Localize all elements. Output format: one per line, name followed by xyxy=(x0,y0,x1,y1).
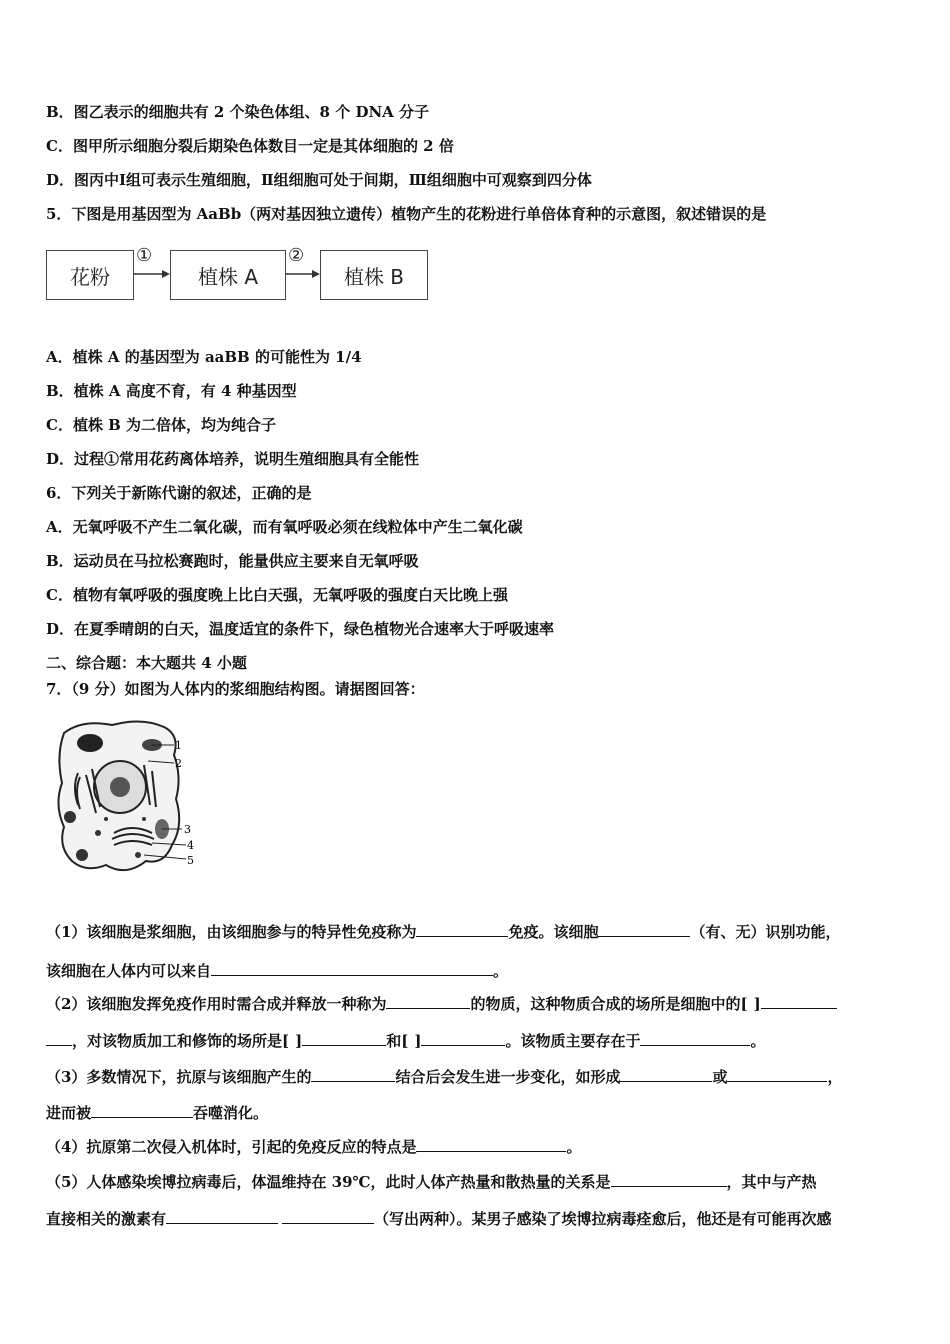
q7-p1-blank-3[interactable] xyxy=(211,959,493,976)
q7-p2-blank-5[interactable] xyxy=(640,1029,750,1046)
q7-p5-blank-1[interactable] xyxy=(611,1170,727,1187)
q7-p1-blank-2[interactable] xyxy=(598,920,690,937)
q7-p3-text-c: 或 xyxy=(712,1068,728,1086)
diagram-label-4: 4 xyxy=(187,839,194,852)
q7-part2-line1 xyxy=(46,992,837,1014)
flow-step-2-label: ② xyxy=(288,245,305,266)
q7-p2-text-b: 的物质，这种物质合成的场所是细胞中的[ xyxy=(470,995,748,1013)
diagram-label-5: 5 xyxy=(187,854,194,867)
q7-p5-blank-2[interactable] xyxy=(166,1207,278,1224)
q7-p1-text-c: （有、无）识别功能， xyxy=(690,923,841,941)
q5-option-d: D．过程①常用花药离体培养，说明生殖细胞具有全能性 xyxy=(46,450,420,468)
q7-p2-blank-2[interactable] xyxy=(761,992,837,1009)
q7-part3-line1 xyxy=(46,1065,843,1087)
q7-p5-text-a: （5）人体感染埃博拉病毒后，体温维持在 39℃，此时人体产热量和散热量的关系是 xyxy=(46,1173,611,1191)
q7-p2-text-d: ，对该物质加工和修饰的场所是[ xyxy=(72,1032,290,1050)
q7-part2-line2 xyxy=(46,1029,765,1051)
q7-p2-text-f: 和[ xyxy=(386,1032,409,1050)
flow-box-pollen: 花粉 xyxy=(46,250,134,300)
q7-p2-text-a: （2）该细胞发挥免疫作用时需合成并释放一种称为 xyxy=(46,995,387,1013)
plasma-cell-diagram xyxy=(52,715,202,885)
q7-stem: 7．（9 分）如图为人体内的浆细胞结构图。请据图回答： xyxy=(46,680,425,698)
q7-part5-line1 xyxy=(46,1170,817,1192)
q7-p2-blank-4[interactable] xyxy=(421,1029,505,1046)
q7-p3-blank-4[interactable] xyxy=(91,1101,193,1118)
q7-p1-text-e: 。 xyxy=(493,962,509,980)
q7-part5-line2 xyxy=(46,1207,832,1229)
q5-option-c: C．植株 B 为二倍体，均为纯合子 xyxy=(46,416,277,434)
q7-p2-blank-2-cont[interactable] xyxy=(46,1029,72,1046)
q7-p5-text-d: （写出两种）。某男子感染了埃博拉病毒痊愈后，他还是有可能再次感 xyxy=(374,1210,832,1228)
diagram-label-1: 1 xyxy=(175,739,182,752)
section-heading: 二、综合题：本大题共 4 小题 xyxy=(46,654,247,672)
q5-option-b: B．植株 A 高度不育，有 4 种基因型 xyxy=(46,382,297,400)
q7-p2-blank-3[interactable] xyxy=(302,1029,386,1046)
q7-p3-text-b: 结合后会发生进一步变化，如形成 xyxy=(395,1068,621,1086)
flow-box-plant-a: 植株 A xyxy=(170,250,286,300)
q6-option-a: A．无氧呼吸不产生二氧化碳，而有氧呼吸必须在线粒体中产生二氧化碳 xyxy=(46,518,523,536)
q7-p1-blank-1[interactable] xyxy=(416,920,508,937)
q5-stem: 5．下图是用基因型为 AaBb（两对基因独立遗传）植物产生的花粉进行单倍体育种的示意图，叙述错误的是 xyxy=(46,205,767,223)
flow-step-1-label: ① xyxy=(136,245,153,266)
q6-option-d: D．在夏季晴朗的白天，温度适宜的条件下，绿色植物光合速率大于呼吸速率 xyxy=(46,620,555,638)
q7-part1-line1 xyxy=(46,920,840,942)
q7-p3-text-f: 吞噬消化。 xyxy=(193,1104,269,1122)
q7-p2-text-e: ] xyxy=(295,1032,303,1050)
q7-p3-text-a: （3）多数情况下，抗原与该细胞产生的 xyxy=(46,1068,312,1086)
q7-p2-blank-1[interactable] xyxy=(386,992,470,1009)
q6-stem: 6．下列关于新陈代谢的叙述，正确的是 xyxy=(46,484,312,502)
q7-p4-text-a: （4）抗原第二次侵入机体时，引起的免疫反应的特点是 xyxy=(46,1138,417,1156)
q7-p3-blank-2[interactable] xyxy=(620,1065,712,1082)
q7-p4-text-b: 。 xyxy=(566,1138,582,1156)
q7-p1-text-d: 该细胞在人体内可以来自 xyxy=(46,962,212,980)
q7-p4-blank-1[interactable] xyxy=(416,1135,566,1152)
q7-p1-text-a: （1）该细胞是浆细胞，由该细胞参与的特异性免疫称为 xyxy=(46,923,417,941)
q7-part4 xyxy=(46,1135,581,1157)
q4-option-d: D．图丙中Ⅰ组可表示生殖细胞，Ⅱ组细胞可处于间期，Ⅲ组细胞中可观察到四分体 xyxy=(46,171,592,189)
q7-p2-text-g: ] xyxy=(414,1032,422,1050)
q6-option-b: B．运动员在马拉松赛跑时，能量供应主要来自无氧呼吸 xyxy=(46,552,419,570)
q5-option-a: A．植株 A 的基因型为 aaBB 的可能性为 1/4 xyxy=(46,348,362,366)
q4-option-c: C．图甲所示细胞分裂后期染色体数目一定是其体细胞的 2 倍 xyxy=(46,137,454,155)
q7-p5-blank-3[interactable] xyxy=(282,1207,374,1224)
q7-p2-text-i: 。 xyxy=(750,1032,766,1050)
q7-p5-text-b: ，其中与产热 xyxy=(726,1173,817,1191)
q7-p3-blank-1[interactable] xyxy=(311,1065,395,1082)
q7-part3-line2 xyxy=(46,1101,268,1123)
q7-p3-text-d: ， xyxy=(827,1068,843,1086)
flow-box-plant-b: 植株 B xyxy=(320,250,428,300)
q7-p2-text-h: 。该物质主要存在于 xyxy=(505,1032,641,1050)
q7-part1-line2 xyxy=(46,959,508,981)
q7-p1-text-b: 免疫。该细胞 xyxy=(508,923,599,941)
q7-p3-text-e: 进而被 xyxy=(46,1104,92,1122)
q7-p3-blank-3[interactable] xyxy=(727,1065,827,1082)
q6-option-c: C．植物有氧呼吸的强度晚上比白天强，无氧呼吸的强度白天比晚上强 xyxy=(46,586,508,604)
diagram-label-3: 3 xyxy=(184,823,191,836)
q7-p2-text-c: ] xyxy=(753,995,761,1013)
diagram-label-2: 2 xyxy=(175,757,182,770)
q4-option-b: B．图乙表示的细胞共有 2 个染色体组、8 个 DNA 分子 xyxy=(46,103,430,121)
q7-p5-text-c: 直接相关的激素有 xyxy=(46,1210,167,1228)
